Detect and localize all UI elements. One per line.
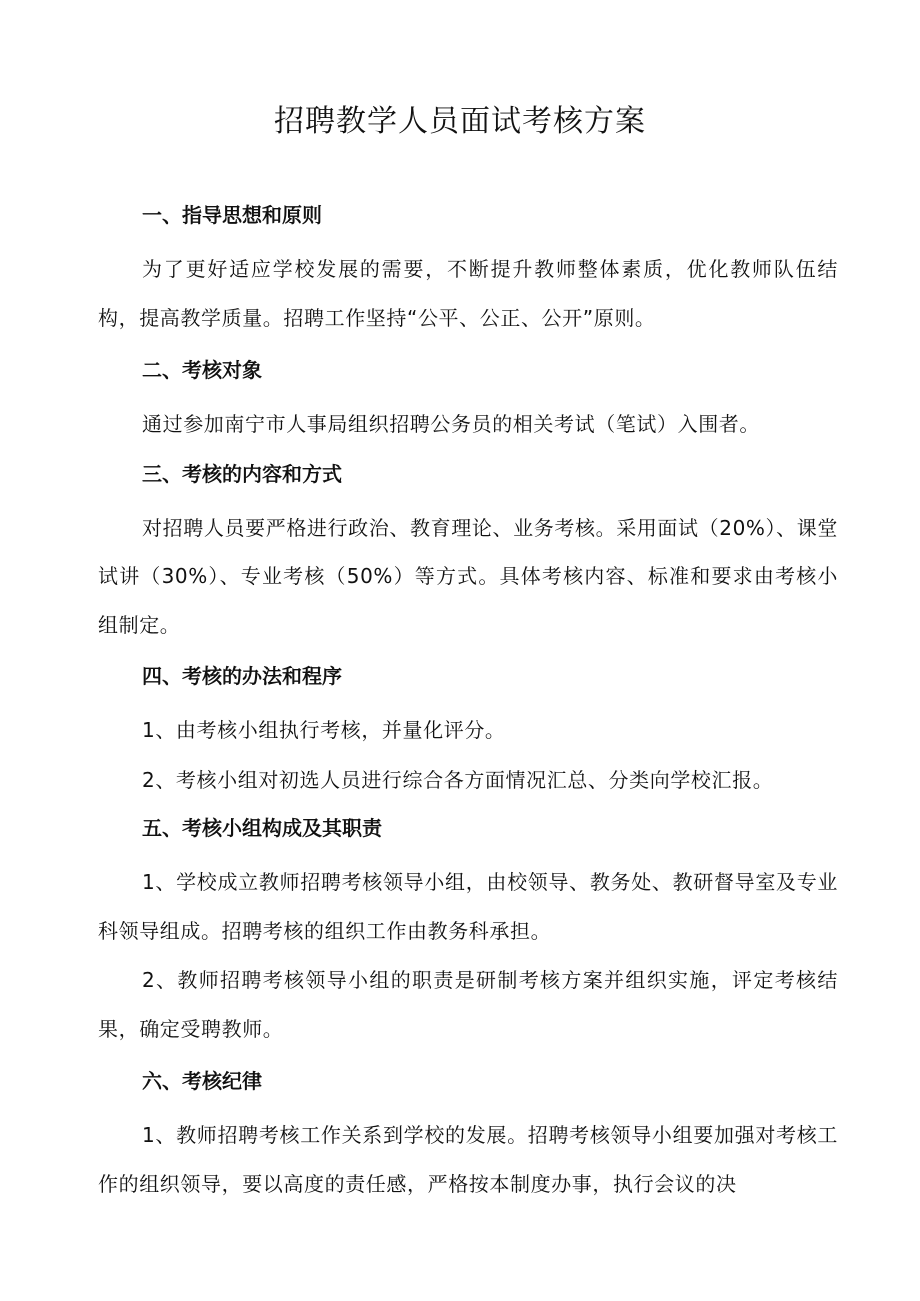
section-paragraph: 2、教师招聘考核领导小组的职责是研制考核方案并组织实施，评定考核结果，确定受聘教师。	[98, 968, 838, 1041]
document-title: 招聘教学人员面试考核方案	[274, 104, 646, 139]
section-heading: 五、考核小组构成及其职责	[142, 816, 382, 840]
section-content-and-method	[98, 454, 838, 650]
section-assessment-target	[98, 350, 838, 449]
section-paragraph: 1、由考核小组执行考核，并量化评分。	[142, 718, 506, 742]
section-paragraph: 1、学校成立教师招聘考核领导小组，由校领导、教务处、教研督导室及专业科领导组成。招聘考核的组织工作由教务科承担。	[98, 870, 838, 943]
section-committee	[98, 808, 838, 1053]
section-paragraph: 2、考核小组对初选人员进行综合各方面情况汇总、分类向学校汇报。	[142, 767, 774, 792]
section-heading: 六、考核纪律	[142, 1069, 262, 1093]
section-heading: 二、考核对象	[142, 358, 262, 382]
section-procedure	[98, 656, 838, 804]
section-guiding-principles	[98, 195, 838, 342]
section-heading: 四、考核的办法和程序	[142, 664, 342, 688]
section-paragraph: 为了更好适应学校发展的需要，不断提升教师整体素质，优化教师队伍结构，提高教学质量。招聘工作坚持“公平、公正、公开”原则。	[98, 257, 838, 330]
section-paragraph: 1、教师招聘考核工作关系到学校的发展。招聘考核领导小组要加强对考核工作的组织领导，要以高度的责任感，严格按本制度办事，执行会议的决	[98, 1123, 838, 1196]
section-paragraph: 对招聘人员要严格进行政治、教育理论、业务考核。采用面试（20%）、课堂试讲（30%）、专业考核（50%）等方式。具体考核内容、标准和要求由考核小组制定。	[98, 515, 838, 637]
document-body	[98, 195, 838, 1209]
section-heading: 一、指导思想和原则	[142, 203, 322, 227]
section-heading: 三、考核的内容和方式	[142, 461, 342, 486]
section-paragraph: 通过参加南宁市人事局组织招聘公务员的相关考试（笔试）入围者。	[142, 412, 760, 436]
section-discipline	[98, 1061, 838, 1208]
